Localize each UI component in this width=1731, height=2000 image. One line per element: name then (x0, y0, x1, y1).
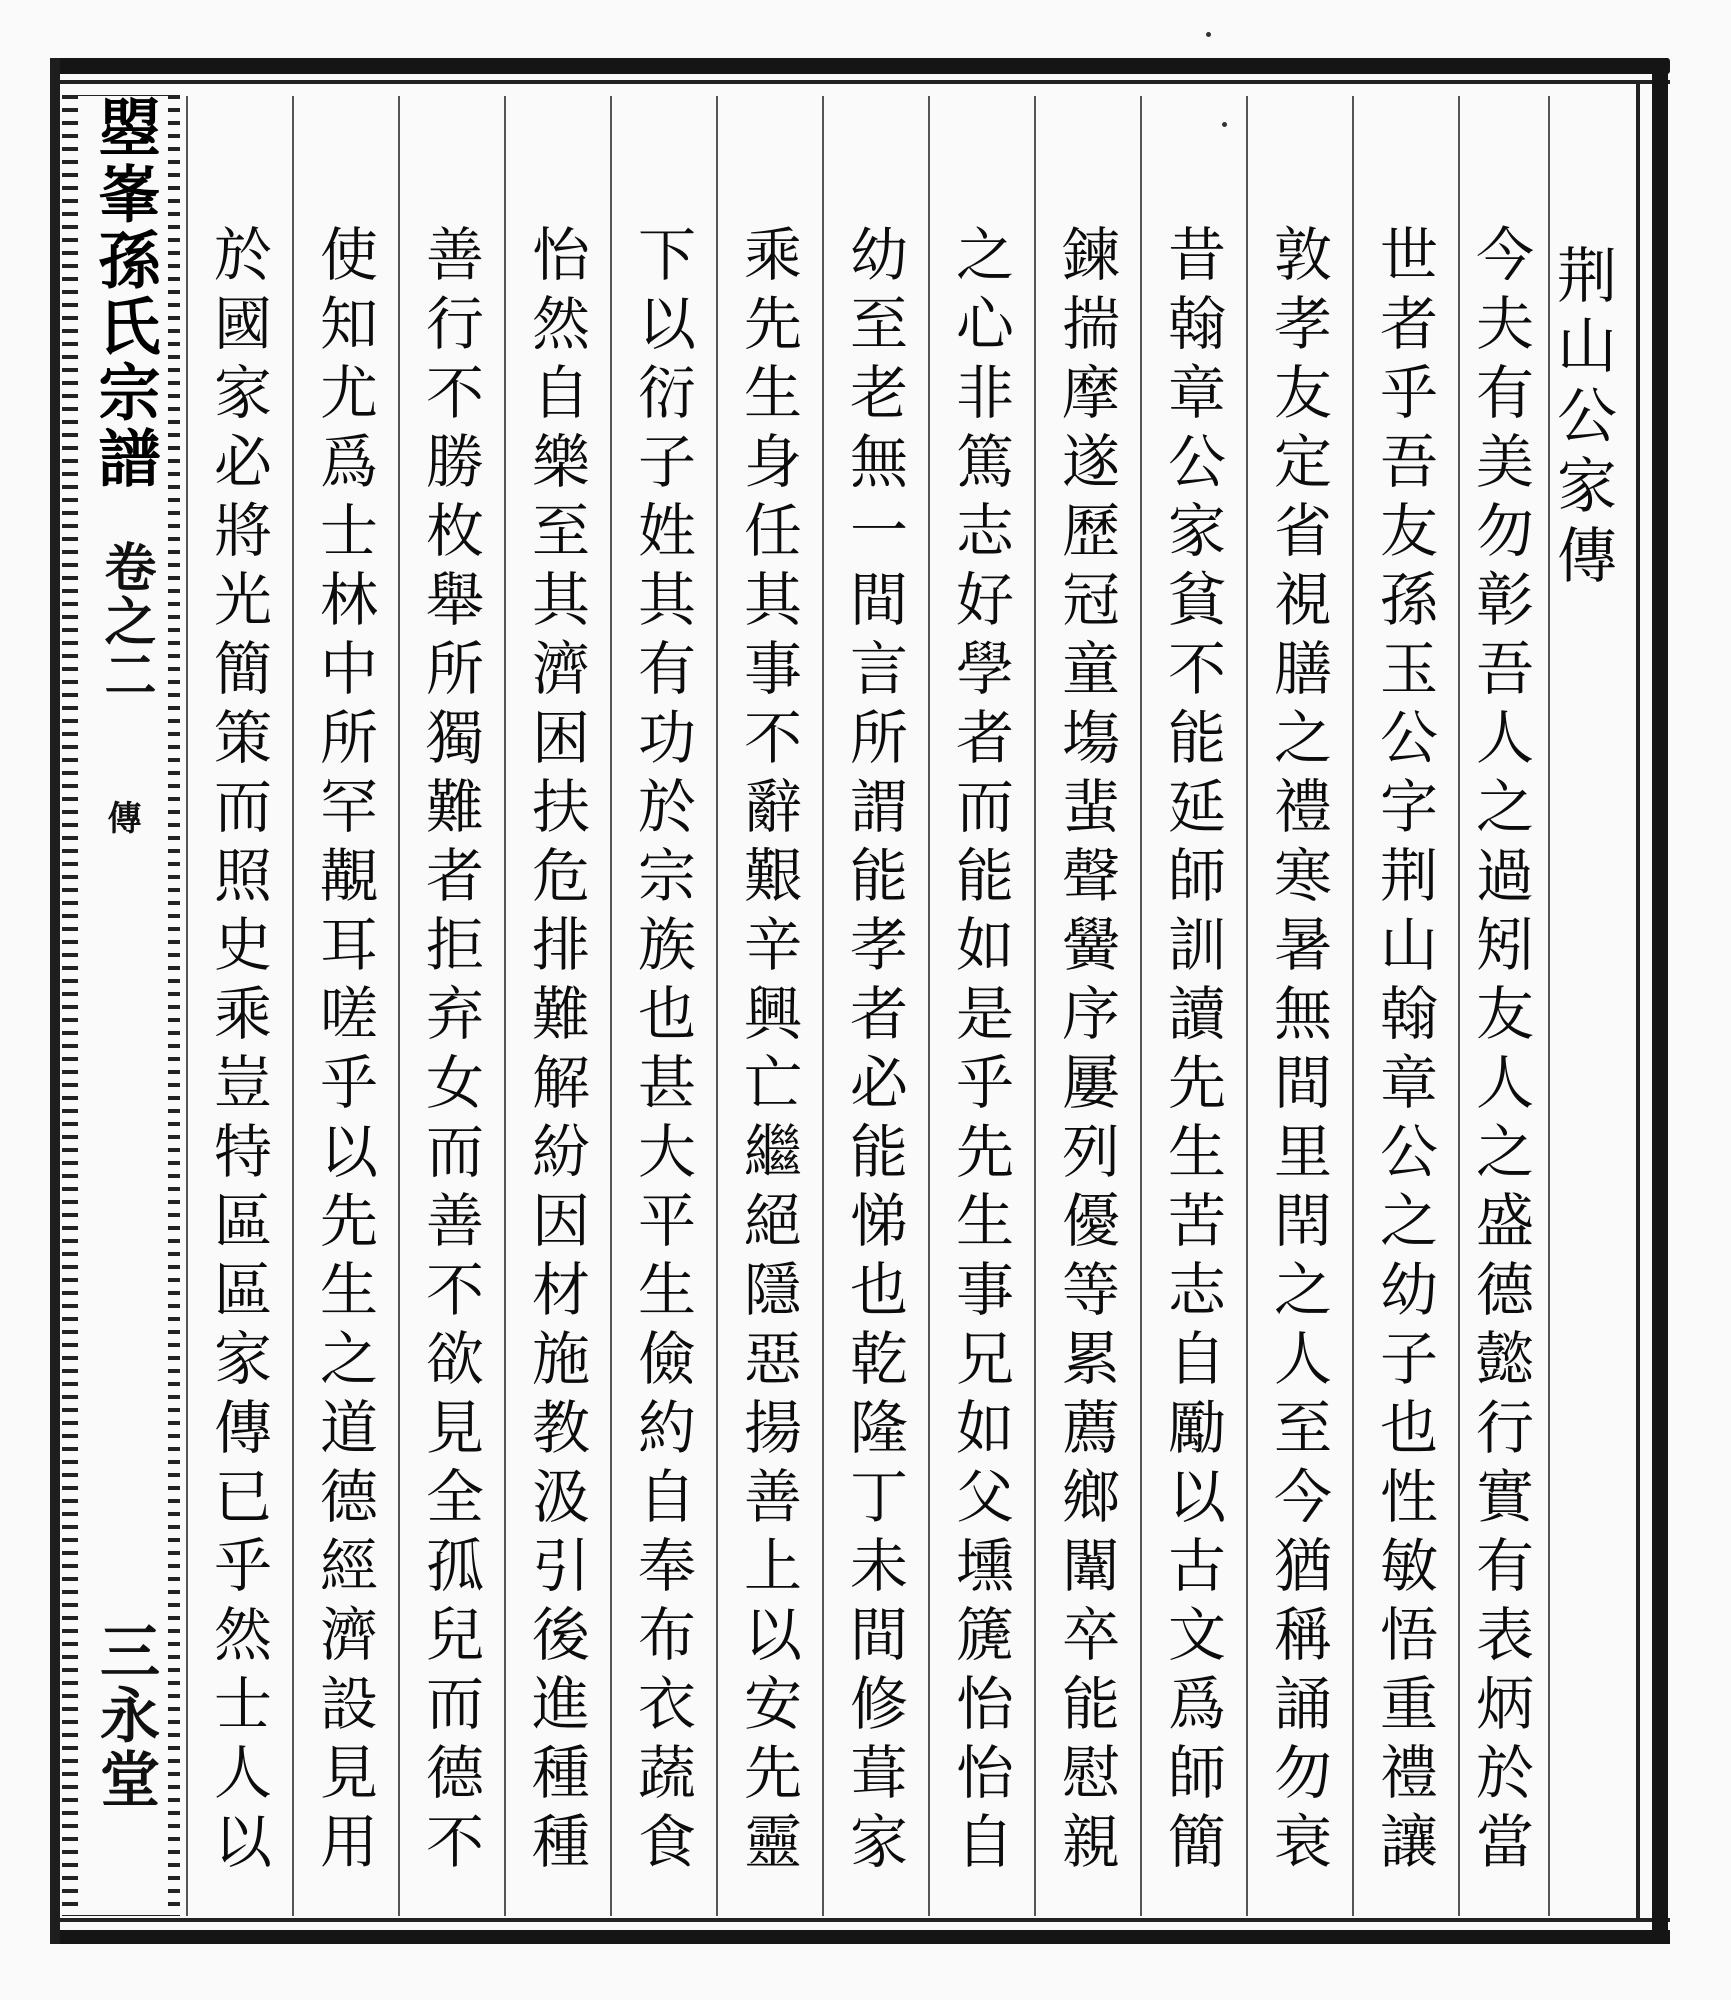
column-text: 鍊揣摩遂歷冠童塲蜚聲黌序屢列優等累薦鄉闈卒能慰親 (1052, 224, 1120, 1880)
column-text: 使知尤爲士林中所罕覯耳嗟乎以先生之道德經濟設見用 (310, 224, 378, 1880)
text-column (720, 96, 820, 1916)
text-column (1250, 96, 1350, 1916)
text-column (932, 96, 1032, 1916)
text-column (402, 96, 502, 1916)
text-column (1462, 96, 1552, 1916)
frame-border-right (1652, 58, 1668, 1944)
text-column (1144, 96, 1244, 1916)
ink-speck (1206, 32, 1211, 37)
frame-border-top (50, 58, 1670, 74)
text-column (508, 96, 608, 1916)
frame-inner-rule-right (1636, 80, 1640, 1922)
ink-speck (1222, 122, 1227, 127)
column-text: 今夫有美勿彰吾人之過矧友人之盛德懿行實有表炳於當 (1466, 224, 1534, 1880)
column-text: 下以衍子姓其有功於宗族也甚大平生儉約自奉布衣蔬食 (628, 224, 696, 1880)
frame-border-bottom (50, 1930, 1670, 1944)
text-column (826, 96, 926, 1916)
column-text: 昔翰章公家貧不能延師訓讀先生苦志自勵以古文爲師簡 (1158, 224, 1226, 1880)
biography-title-text: 荆山公家傳 (1547, 244, 1617, 594)
spine-volume: 卷之二 (95, 540, 156, 702)
text-column (296, 96, 396, 1916)
spine-title: 曌峯孫氏宗譜 (88, 96, 161, 492)
column-text: 敦孝友定省視膳之禮寒暑無間里閈之人至今猶稱誦勿衰 (1264, 224, 1332, 1880)
text-column (1356, 96, 1456, 1916)
column-text: 於國家必將光簡策而照史乘豈特區區家傳已乎然士人以 (204, 224, 272, 1880)
spine-hall-name: 三永堂 (90, 1620, 160, 1812)
biography-title (1547, 96, 1634, 1916)
column-text: 乘先生身任其事不辭艱辛興亡繼絕隱惡揚善上以安先靈 (734, 224, 802, 1880)
column-text: 幼至老無一間言所謂能孝者必能悌也乾隆丁未間修葺家 (840, 224, 908, 1880)
text-column (1038, 96, 1138, 1916)
column-text: 之心非篤志好學者而能如是乎先生事兄如父壎篪怡怡自 (946, 224, 1014, 1880)
frame-border-left (50, 58, 60, 1944)
text-column (614, 96, 714, 1916)
frame-inner-rule-bottom (50, 1918, 1670, 1922)
frame-inner-rule-top (50, 80, 1670, 84)
column-text: 善行不勝枚舉所獨難者拒弃女而善不欲見全孤兒而德不 (416, 224, 484, 1880)
spine-section: 傳 (101, 800, 141, 834)
column-text: 世者乎吾友孫玉公字荆山翰章公之幼子也性敏悟重禮讓 (1370, 224, 1438, 1880)
column-text: 怡然自樂至其濟困扶危排難解紛因材施教汲引後進種種 (522, 224, 590, 1880)
text-column (190, 96, 290, 1916)
